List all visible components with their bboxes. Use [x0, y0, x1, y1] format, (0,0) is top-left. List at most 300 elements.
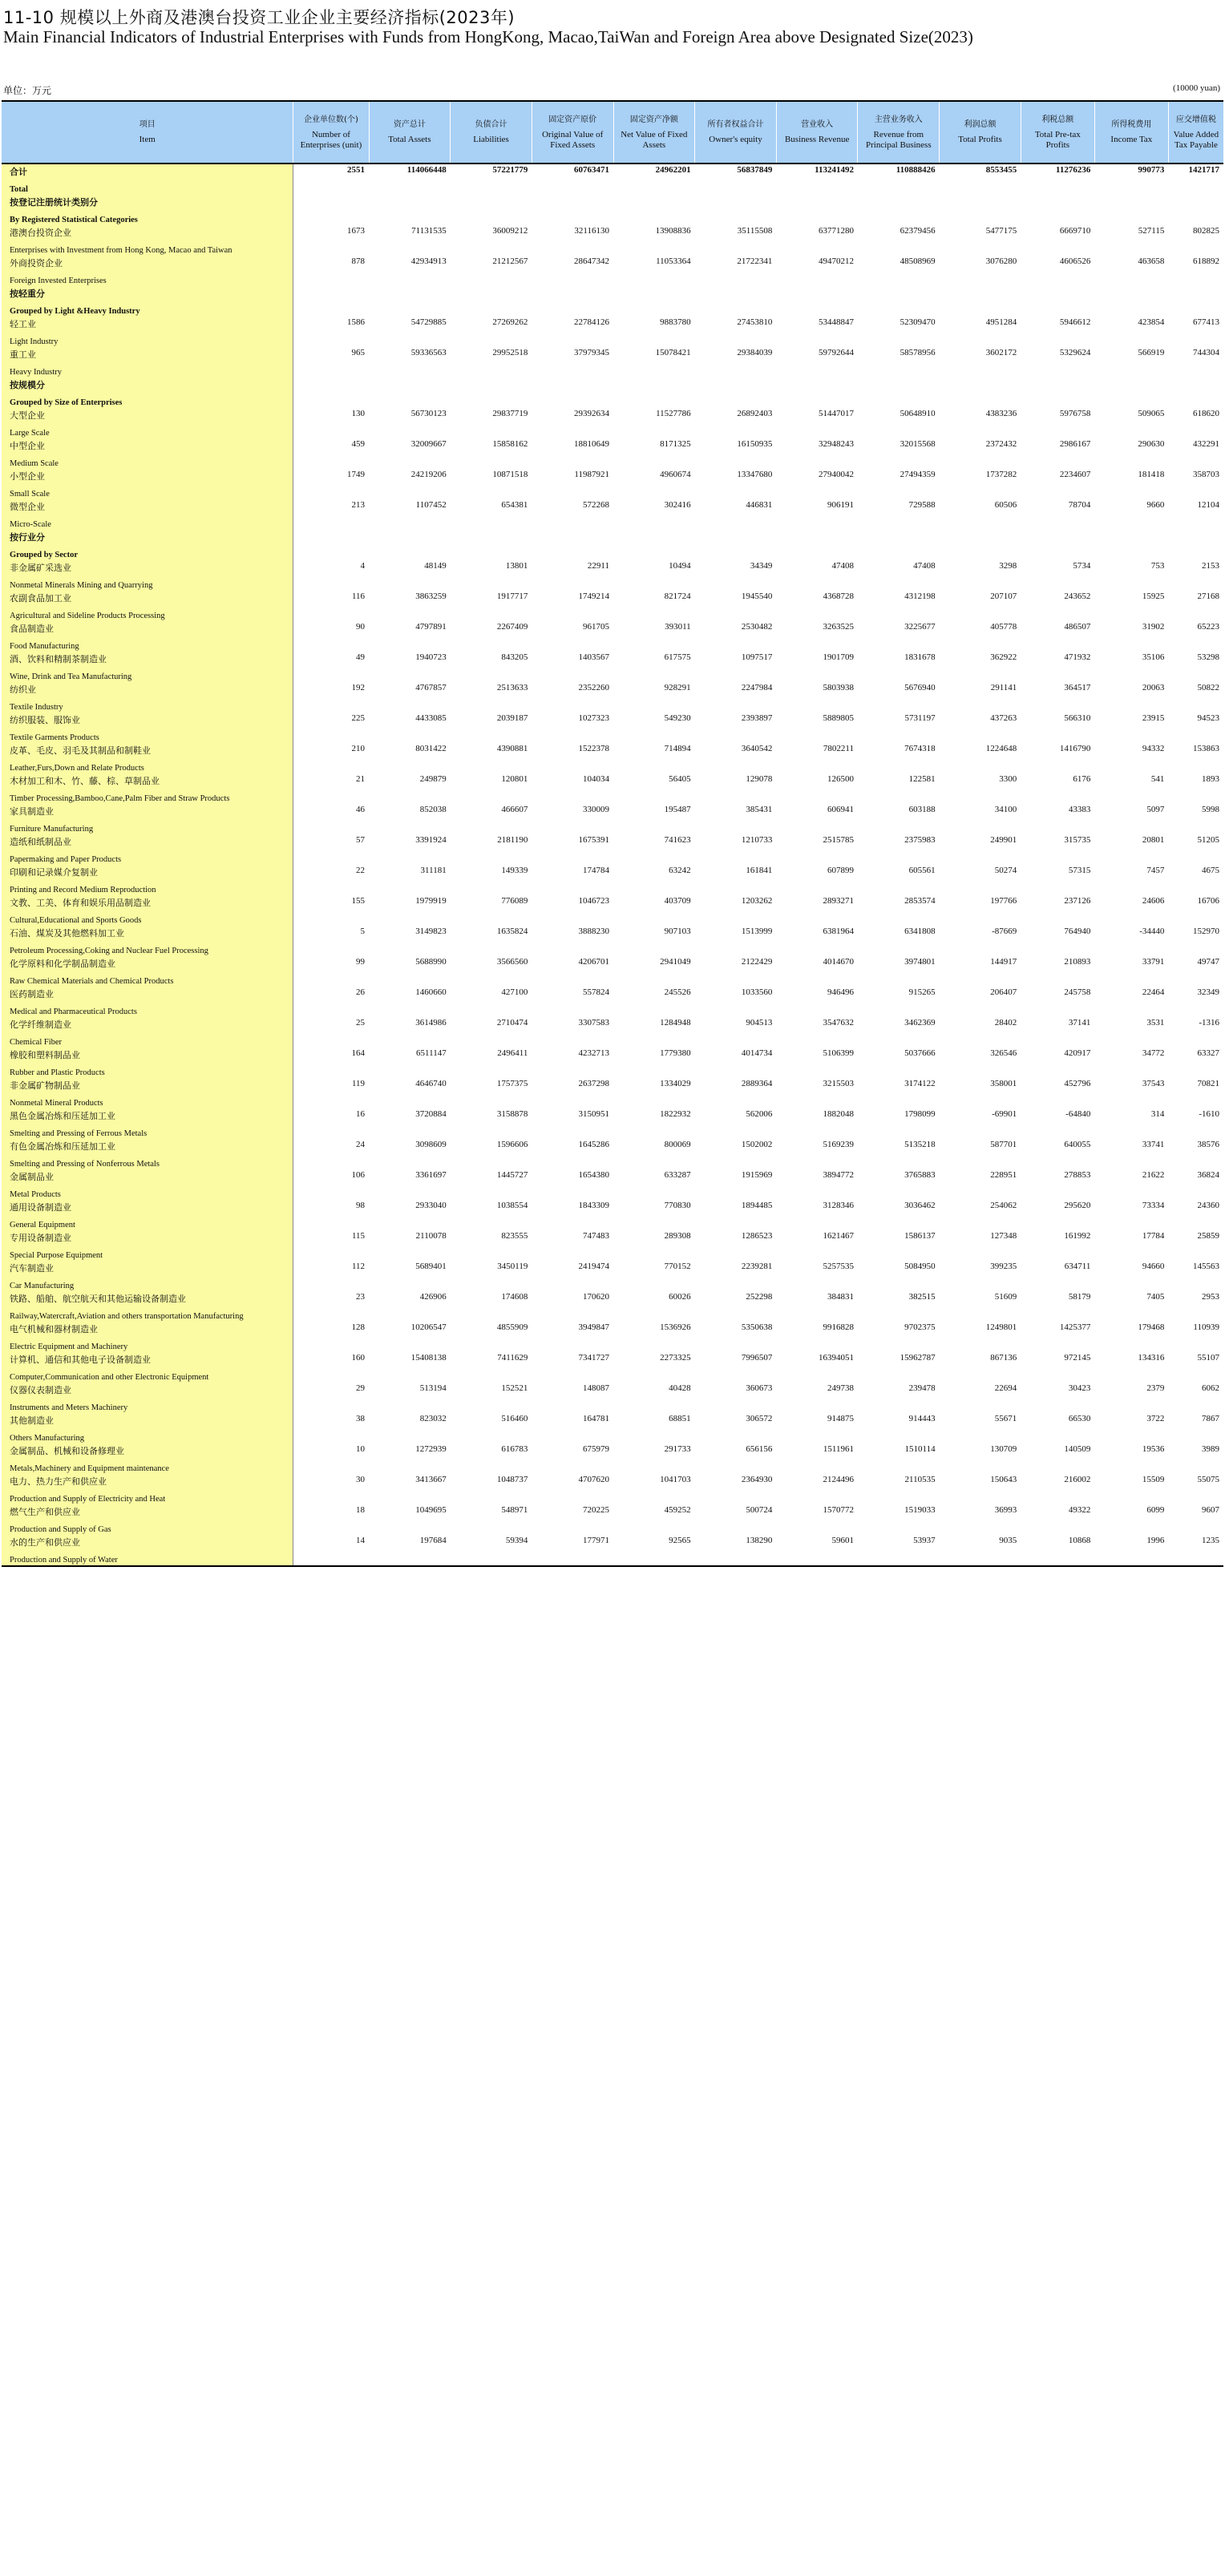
- value-cell: 423854: [1138, 317, 1165, 327]
- header-label-cn: 利润总额: [964, 120, 997, 129]
- value-cell: 36824: [1197, 1170, 1219, 1180]
- row-label-cn: 专用设备制造业: [10, 1233, 71, 1243]
- value-cell: [695, 378, 777, 408]
- value-cell: 1224648: [985, 744, 1017, 753]
- value-cell: 6381964: [823, 927, 854, 936]
- value-cell: 1645286: [578, 1140, 610, 1149]
- row-label-en: Smelting and Pressing of Ferrous Metals: [10, 1129, 148, 1138]
- value-cell: 1536926: [660, 1322, 691, 1332]
- value-cell: 5135218: [904, 1140, 936, 1149]
- value-cell: 405778: [990, 622, 1017, 632]
- row-label-cn: 造纸和纸制品业: [10, 837, 71, 847]
- value-cell: 4646740: [415, 1079, 447, 1088]
- value-cell: 9660: [1146, 500, 1165, 510]
- value-cell: 177971: [532, 1535, 613, 1566]
- value-cell: 9035: [940, 1535, 1021, 1566]
- table-row: [2, 1200, 1223, 1230]
- value-cell: 50648910: [900, 409, 936, 418]
- value-cell: 1917717: [496, 592, 528, 601]
- row-label-cn: 重工业: [10, 349, 36, 360]
- value-cell: [369, 195, 451, 225]
- value-cell: 59394: [451, 1535, 532, 1566]
- row-label-cn: 小型企业: [10, 471, 45, 482]
- value-cell: 54729885: [410, 317, 447, 327]
- row-label-en: Nonmetal Mineral Products: [10, 1099, 103, 1108]
- value-cell: 3128346: [823, 1201, 854, 1210]
- value-cell: 330009: [583, 805, 610, 814]
- row-label-en: Enterprises with Investment from Hong Kong, Macao and Taiwan: [10, 246, 232, 255]
- header-label-cn: 固定资产原价: [548, 115, 597, 124]
- indicator-table: [2, 100, 1223, 1567]
- value-cell: 289308: [664, 1231, 691, 1241]
- row-label: [2, 956, 293, 987]
- value-cell: 5889805: [823, 713, 854, 723]
- value-cell: 55671: [994, 1414, 1017, 1423]
- value-cell: 5998: [1202, 805, 1219, 814]
- value-cell: [776, 195, 858, 225]
- value-cell: 3076280: [985, 256, 1017, 266]
- value-cell: 63327: [1197, 1048, 1219, 1058]
- value-cell: 603188: [908, 805, 936, 814]
- value-cell: 364517: [1064, 683, 1091, 692]
- value-cell: 8553455: [985, 165, 1017, 175]
- value-cell: 2267409: [496, 622, 528, 632]
- value-cell: 4707620: [578, 1475, 610, 1484]
- row-label-cn: 纺织业: [10, 684, 36, 695]
- value-cell: 3949847: [578, 1322, 610, 1332]
- value-cell: 291141: [990, 683, 1017, 692]
- unit-label-en: (10000 yuan): [1173, 83, 1220, 93]
- value-cell: 37543: [1142, 1079, 1165, 1088]
- value-cell: 115: [351, 1231, 366, 1241]
- value-cell: 148087: [583, 1383, 610, 1393]
- value-cell: 878: [351, 256, 366, 266]
- value-cell: 393011: [665, 622, 691, 632]
- value-cell: 617575: [664, 652, 691, 662]
- table-row: [2, 1474, 1223, 1504]
- value-cell: 129078: [746, 774, 773, 784]
- value-cell: 3974801: [904, 957, 936, 967]
- header-item: [2, 101, 293, 164]
- row-label: [2, 1443, 293, 1474]
- row-label: [2, 591, 293, 621]
- value-cell: 56837849: [737, 165, 773, 175]
- header-label-cn: 主营业务收入: [874, 115, 923, 124]
- table-row: [2, 1352, 1223, 1383]
- value-cell: 1621467: [823, 1231, 854, 1241]
- value-cell: 228951: [990, 1170, 1017, 1180]
- value-cell: 1416790: [1059, 744, 1091, 753]
- value-cell: 3863259: [415, 592, 447, 601]
- value-cell: 5734: [1073, 561, 1091, 571]
- value-cell: 2933040: [415, 1201, 447, 1210]
- value-cell: 3894772: [823, 1170, 854, 1180]
- row-label-en: Timber Processing,Bamboo,Cane,Palm Fiber and Straw Products: [10, 794, 230, 803]
- value-cell: 1586: [347, 317, 366, 327]
- value-cell: 5676940: [904, 683, 936, 692]
- value-cell: 4368728: [823, 592, 854, 601]
- value-cell: [858, 378, 940, 408]
- value-cell: 459252: [664, 1505, 691, 1515]
- value-cell: 27494359: [900, 470, 936, 479]
- value-cell: 5257535: [823, 1262, 854, 1271]
- value-cell: -1316: [1199, 1018, 1219, 1028]
- value-cell: 3888230: [578, 927, 610, 936]
- table-row: [2, 1139, 1223, 1169]
- value-cell: 29384039: [737, 348, 773, 357]
- value-cell: [776, 378, 858, 408]
- value-cell: 2239281: [741, 1262, 773, 1271]
- value-cell: 3462369: [904, 1018, 936, 1028]
- header-label-cn: 所有者权益合计: [707, 120, 764, 129]
- value-cell: 3298: [999, 561, 1017, 571]
- row-label-cn: 中型企业: [10, 441, 45, 451]
- value-cell: 1586137: [904, 1231, 936, 1241]
- value-cell: 1284948: [660, 1018, 691, 1028]
- row-label-cn: 木材加工和木、竹、藤、棕、草制品业: [10, 776, 160, 786]
- value-cell: 2352260: [578, 683, 610, 692]
- value-cell: 22694: [994, 1383, 1017, 1393]
- value-cell: 12104: [1197, 500, 1219, 510]
- value-cell: [1021, 378, 1094, 408]
- value-cell: 291733: [664, 1444, 691, 1454]
- value-cell: 249879: [419, 774, 447, 784]
- table-row: [2, 591, 1223, 621]
- value-cell: 4014734: [741, 1048, 773, 1058]
- value-cell: 48149: [424, 561, 447, 571]
- row-label: [2, 286, 293, 317]
- value-cell: 606941: [827, 805, 854, 814]
- row-label-cn: 非金属矿采选业: [10, 563, 71, 573]
- value-cell: [532, 378, 613, 408]
- table-row: [2, 1504, 1223, 1535]
- value-cell: 6511147: [416, 1048, 447, 1058]
- value-cell: 2110078: [415, 1231, 447, 1241]
- value-cell: 23: [356, 1292, 366, 1302]
- row-label-en: Smelting and Pressing of Nonferrous Metals: [10, 1160, 160, 1169]
- row-label: [2, 195, 293, 225]
- value-cell: 4951284: [985, 317, 1017, 327]
- value-cell: 1046723: [578, 896, 610, 906]
- value-cell: [1094, 286, 1168, 317]
- value-cell: 20063: [1142, 683, 1165, 692]
- value-cell: 633287: [664, 1170, 691, 1180]
- row-label-cn: 轻工业: [10, 319, 36, 329]
- value-cell: [776, 530, 858, 560]
- value-cell: 1203262: [741, 896, 773, 906]
- column-header: [451, 101, 532, 164]
- value-cell: 3215503: [823, 1079, 854, 1088]
- value-cell: [858, 530, 940, 560]
- value-cell: 24219206: [410, 470, 447, 479]
- row-label-cn: 按规模分: [10, 380, 45, 390]
- value-cell: [369, 286, 451, 317]
- value-cell: 566919: [1138, 348, 1165, 357]
- table-row: [2, 1322, 1223, 1352]
- value-cell: 161841: [746, 866, 773, 875]
- row-label: [2, 1413, 293, 1443]
- value-cell: 914443: [908, 1414, 936, 1423]
- row-label-cn: 按行业分: [10, 532, 45, 543]
- value-cell: 37141: [1068, 1018, 1091, 1028]
- row-label-en: Grouped by Sector: [10, 551, 78, 559]
- value-cell: 11053364: [656, 256, 691, 266]
- value-cell: 3225677: [904, 622, 936, 632]
- value-cell: 1522378: [578, 744, 610, 753]
- row-label-en: Electric Equipment and Machinery: [10, 1343, 128, 1351]
- value-cell: 459: [351, 439, 366, 449]
- value-cell: 1673: [347, 226, 366, 236]
- value-cell: 11987921: [574, 470, 610, 479]
- value-cell: 38576: [1197, 1140, 1219, 1149]
- value-cell: [1021, 530, 1094, 560]
- value-cell: 140509: [1064, 1444, 1091, 1454]
- value-cell: 3413667: [415, 1475, 447, 1484]
- value-cell: 66530: [1068, 1414, 1091, 1423]
- row-label-cn: 橡胶和塑料制品业: [10, 1050, 80, 1060]
- value-cell: 1779380: [660, 1048, 691, 1058]
- table-row: [2, 1291, 1223, 1322]
- value-cell: 4767857: [415, 683, 447, 692]
- value-cell: 2496411: [497, 1048, 528, 1058]
- row-label-cn: 铁路、船舶、航空航天和其他运输设备制造业: [10, 1294, 186, 1304]
- row-label-en: Car Manufacturing: [10, 1282, 75, 1290]
- value-cell: 5689401: [415, 1262, 447, 1271]
- value-cell: 2364930: [741, 1475, 773, 1484]
- value-cell: 557824: [583, 987, 610, 997]
- value-cell: 7457: [1146, 866, 1165, 875]
- value-cell: 192: [351, 683, 366, 692]
- header-label-cn: 所得税费用: [1111, 120, 1152, 129]
- table-body: [2, 164, 1223, 1566]
- value-cell: 9702375: [904, 1322, 936, 1332]
- value-cell: -87669: [992, 927, 1017, 936]
- value-cell: 1033560: [741, 987, 773, 997]
- value-cell: 5731197: [904, 713, 936, 723]
- value-cell: 1513999: [741, 927, 773, 936]
- value-cell: 587701: [990, 1140, 1017, 1149]
- header-label-en: Net Value of Fixed Assets: [621, 129, 688, 150]
- value-cell: 607899: [827, 866, 854, 875]
- value-cell: 972145: [1064, 1353, 1091, 1363]
- category-row: [2, 195, 1223, 225]
- value-cell: 24360: [1197, 1201, 1219, 1210]
- value-cell: 729588: [908, 500, 936, 510]
- header-label-cn: 利税总额: [1041, 115, 1074, 124]
- value-cell: 1502002: [741, 1140, 773, 1149]
- value-cell: 509065: [1138, 409, 1165, 418]
- value-cell: 22784126: [574, 317, 610, 327]
- value-cell: 1749214: [578, 592, 610, 601]
- value-cell: 2372432: [985, 439, 1017, 449]
- value-cell: 25859: [1197, 1231, 1219, 1241]
- value-cell: 466607: [501, 805, 528, 814]
- value-cell: [451, 378, 532, 408]
- row-label: [2, 530, 293, 560]
- row-label-en: Chemical Fiber: [10, 1038, 63, 1047]
- row-label: [2, 164, 293, 195]
- value-cell: 1334029: [660, 1079, 691, 1088]
- value-cell: 60763471: [574, 165, 610, 175]
- value-cell: 5976758: [1059, 409, 1091, 418]
- row-label-en: Medical and Pharmaceutical Products: [10, 1007, 137, 1016]
- table-row: [2, 499, 1223, 530]
- value-cell: 362922: [990, 652, 1017, 662]
- value-cell: 1749: [347, 470, 366, 479]
- table-row: [2, 895, 1223, 926]
- row-label: [2, 1383, 293, 1413]
- value-cell: 446831: [746, 500, 773, 510]
- row-label: [2, 773, 293, 804]
- table-row: [2, 1078, 1223, 1108]
- value-cell: 174784: [583, 866, 610, 875]
- value-cell: 33791: [1142, 957, 1165, 967]
- value-cell: 34100: [994, 805, 1017, 814]
- value-cell: 4433085: [415, 713, 447, 723]
- value-cell: 928291: [664, 683, 691, 692]
- value-cell: [940, 530, 1021, 560]
- value-cell: 63242: [669, 866, 691, 875]
- table-row: [2, 713, 1223, 743]
- row-label-en: Railway,Watercraft,Aviation and others transportation Manufacturing: [10, 1312, 244, 1321]
- value-cell: 1798099: [904, 1109, 936, 1119]
- value-cell: 1038554: [496, 1201, 528, 1210]
- value-cell: 747483: [583, 1231, 610, 1241]
- value-cell: 9607: [1202, 1505, 1219, 1515]
- value-cell: 65223: [1197, 622, 1219, 632]
- row-label-en: Production and Supply of Electricity and Heat: [10, 1495, 166, 1504]
- value-cell: 6062: [1202, 1383, 1219, 1393]
- row-label-en: Production and Supply of Gas: [10, 1525, 111, 1534]
- value-cell: 237126: [1064, 896, 1091, 906]
- value-cell: 40428: [669, 1383, 691, 1393]
- value-cell: 961705: [583, 622, 610, 632]
- table-row: [2, 347, 1223, 378]
- value-cell: 127348: [990, 1231, 1017, 1241]
- value-cell: [293, 195, 369, 225]
- value-cell: 94523: [1197, 713, 1219, 723]
- value-cell: 618620: [1193, 409, 1219, 418]
- value-cell: 3098609: [415, 1140, 447, 1149]
- value-cell: 1041703: [660, 1475, 691, 1484]
- value-cell: 549230: [664, 713, 691, 723]
- value-cell: 21212567: [492, 256, 528, 266]
- row-label-en: Petroleum Processing,Coking and Nuclear Fuel Processing: [10, 947, 208, 955]
- table-row: [2, 1535, 1223, 1566]
- value-cell: [1168, 378, 1223, 408]
- value-cell: 58578956: [900, 348, 936, 357]
- row-label-cn: 燃气生产和供应业: [10, 1507, 80, 1517]
- header-row: [2, 101, 1223, 164]
- row-label-cn: 大型企业: [10, 410, 45, 421]
- value-cell: 4312198: [904, 592, 936, 601]
- value-cell: 17784: [1142, 1231, 1165, 1241]
- value-cell: 5106399: [823, 1048, 854, 1058]
- value-cell: -69901: [992, 1109, 1017, 1119]
- value-cell: 3450119: [497, 1262, 528, 1271]
- value-cell: 471932: [1064, 652, 1091, 662]
- value-cell: 7802211: [823, 744, 854, 753]
- value-cell: 5169239: [823, 1140, 854, 1149]
- value-cell: [369, 378, 451, 408]
- value-cell: 174608: [501, 1292, 528, 1302]
- value-cell: [695, 530, 777, 560]
- value-cell: 130709: [990, 1444, 1017, 1454]
- value-cell: 1027323: [578, 713, 610, 723]
- row-label: [2, 834, 293, 865]
- value-cell: 24606: [1142, 896, 1165, 906]
- value-cell: 30423: [1068, 1383, 1091, 1393]
- row-label: [2, 438, 293, 469]
- value-cell: 6099: [1146, 1505, 1165, 1515]
- value-cell: 49747: [1197, 957, 1219, 967]
- value-cell: 1831678: [904, 652, 936, 662]
- row-label: [2, 1291, 293, 1322]
- row-label-cn: 合计: [10, 167, 27, 177]
- value-cell: 104034: [583, 774, 610, 784]
- value-cell: 2551: [347, 165, 366, 175]
- value-cell: 16706: [1197, 896, 1219, 906]
- value-cell: 3566560: [496, 957, 528, 967]
- row-label: [2, 1474, 293, 1504]
- value-cell: 11276236: [1055, 165, 1091, 175]
- value-cell: 181418: [1138, 470, 1165, 479]
- table-row: [2, 865, 1223, 895]
- value-cell: 46: [356, 805, 366, 814]
- value-cell: 2124496: [823, 1475, 854, 1484]
- value-cell: 31902: [1142, 622, 1165, 632]
- value-cell: 7996507: [741, 1353, 773, 1363]
- value-cell: 29392634: [574, 409, 610, 418]
- value-cell: 2953: [1202, 1292, 1219, 1302]
- value-cell: 145563: [1193, 1262, 1219, 1271]
- table-row: [2, 225, 1223, 256]
- category-row: [2, 530, 1223, 560]
- row-label-en: Nonmetal Minerals Mining and Quarrying: [10, 581, 153, 590]
- value-cell: 38: [356, 1414, 366, 1423]
- value-cell: 210893: [1064, 957, 1091, 967]
- value-cell: 27940042: [818, 470, 854, 479]
- row-label-cn: 外商投资企业: [10, 258, 63, 269]
- table-row: [2, 1048, 1223, 1078]
- value-cell: 34349: [750, 561, 773, 571]
- value-cell: 239478: [908, 1383, 936, 1393]
- unit-label-cn: 单位：万元: [3, 85, 52, 96]
- row-label-cn: 按登记注册统计类别分: [10, 197, 98, 208]
- value-cell: 245526: [664, 987, 691, 997]
- row-label-en: Wine, Drink and Tea Manufacturing: [10, 672, 132, 681]
- value-cell: 2122429: [741, 957, 773, 967]
- value-cell: [1021, 286, 1094, 317]
- value-cell: 27453810: [737, 317, 773, 327]
- value-cell: 566310: [1064, 713, 1091, 723]
- total-row: [2, 164, 1223, 195]
- row-label-cn: 计算机、通信和其他电子设备制造业: [10, 1355, 151, 1365]
- value-cell: 823032: [419, 1414, 447, 1423]
- value-cell: 8031422: [415, 744, 447, 753]
- value-cell: 62379456: [900, 226, 936, 236]
- value-cell: 541: [1150, 774, 1165, 784]
- value-cell: 210: [351, 744, 366, 753]
- value-cell: 3263525: [823, 622, 854, 632]
- row-label-en: Production and Supply of Water: [10, 1556, 118, 1565]
- value-cell: [858, 286, 940, 317]
- value-cell: 9916828: [823, 1322, 854, 1332]
- value-cell: 516460: [501, 1414, 528, 1423]
- value-cell: -64840: [1065, 1109, 1091, 1119]
- value-cell: 25: [356, 1018, 366, 1028]
- value-cell: 92565: [613, 1535, 695, 1566]
